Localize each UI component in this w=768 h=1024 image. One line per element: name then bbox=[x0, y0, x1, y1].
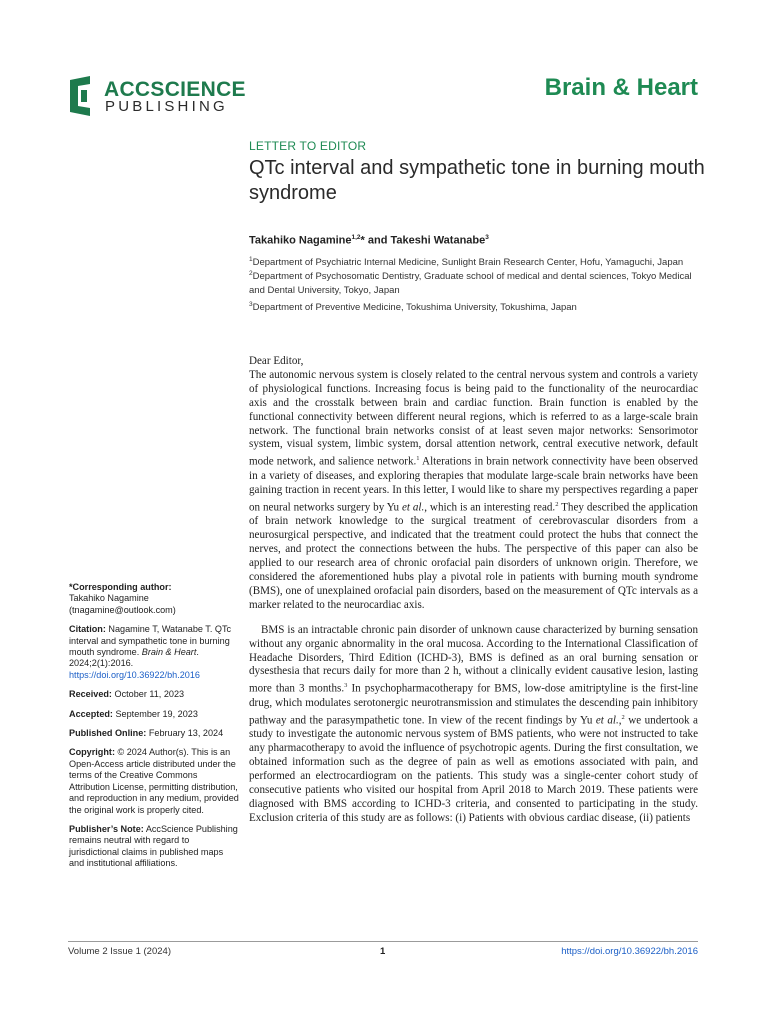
body-paragraph bbox=[249, 624, 698, 826]
copyright-block bbox=[69, 747, 239, 815]
accscience-logo-icon bbox=[68, 76, 96, 116]
affil-number: 3 bbox=[249, 301, 253, 308]
footer-doi-link[interactable]: https://doi.org/10.36922/bh.2016 bbox=[561, 946, 698, 957]
article-title: QTc interval and sympathetic tone in burning mouth syndrome bbox=[249, 157, 705, 204]
publisher-note-text: AccScience Publishing remains neutral with regard to jurisdictional claims in published maps and institutional affiliations. bbox=[69, 823, 238, 869]
affiliation bbox=[249, 267, 709, 298]
citation-ref[interactable]: 2 bbox=[555, 500, 559, 508]
body-text: , which is an interesting read. bbox=[424, 501, 556, 514]
affil-text: Department of Psychiatric Internal Medicine, Sunlight Brain Research Center, Hofu, Yamaguchi, Japan bbox=[252, 257, 684, 269]
citation-ref[interactable]: 2 bbox=[621, 713, 625, 721]
citation-label: Citation: bbox=[69, 624, 106, 635]
page-number: 1 bbox=[380, 946, 386, 957]
body-text: , bbox=[618, 714, 622, 727]
affil-text: Department of Psychosomatic Dentistry, Graduate school of medical and dental sciences, Tokyo Medical and Dental University, Tokyo, Japan bbox=[249, 271, 692, 297]
footer-volume: Volume 2 Issue 1 (2024) bbox=[68, 946, 171, 957]
body-text: In psychopharmacotherapy for BMS, low-dose amitriptyline is the first-line drug, which modulates serotonergic neurotransmission and stimulates the descending pain inhibitory pathway and the parasympathetic tone. In view of the recent findings by Yu bbox=[249, 683, 698, 727]
corresponding-label: *Corresponding author: bbox=[69, 582, 172, 592]
copyright-label: Copyright: bbox=[69, 747, 115, 758]
accepted-date bbox=[69, 709, 239, 720]
body-paragraph bbox=[249, 369, 698, 613]
affil-number: 1 bbox=[249, 256, 253, 263]
citation-journal: Brain & Heart bbox=[141, 647, 197, 658]
affiliation bbox=[249, 298, 709, 315]
et-al: et al. bbox=[595, 714, 619, 727]
received-date bbox=[69, 689, 239, 700]
affil-text: Department of Preventive Medicine, Tokushima University, Tokushima, Japan bbox=[252, 302, 577, 314]
body-text: They described the application of brain network knowledge to the surgical treatment of cerebrovascular disorders from a neurosurgical perspective, and indicated that the treatment could protect the hubs that connect the nerves, and protect the connections between the hubs. The perspective of this paper can also be applied to our research area of chronic orofacial pain disorders of unknown origin. Therefore, we considered the aforementioned hubs play a pivotal role in patients with burning mouth syndrome (BMS), one of unexplained orofacial pain disorders, based on the measurement of QTc intervals as a marker related to the neurocardiac axis. bbox=[249, 501, 698, 611]
author-affil-sup: 1,2 bbox=[351, 234, 361, 241]
corresponding-name: Takahiko Nagamine bbox=[69, 593, 149, 604]
citation-ref[interactable]: 3 bbox=[344, 682, 348, 690]
citation-ref[interactable]: 1 bbox=[416, 455, 420, 463]
article-info-sidebar bbox=[69, 582, 239, 878]
salutation: Dear Editor, bbox=[249, 355, 304, 367]
published-date bbox=[69, 728, 239, 739]
published-value: February 13, 2024 bbox=[146, 728, 224, 739]
publisher-name-top: ACCSCIENCE bbox=[104, 78, 246, 101]
article-body bbox=[249, 355, 698, 826]
body-text: we undertook a study to investigate the autonomic nervous system of BMS patients, who were not instructed to take any pharmacotherapy to avoid the influence of psychotropic agents. During the first consultation, we obtained information such as the degree of pain as well as emotions associated with pain, and performed an electrocardiogram on the patients. This study was a single-center cohort study of consecutive patients who visited our hospital from April 2018 to March 2019. These patients were diagnosed with BMS according to ICHD-3 criteria, and consented to participating in the study. Exclusion criteria of this study are as follows: (i) Patients with obvious cardiac disease, (ii) patients bbox=[249, 714, 698, 824]
publisher-name-bottom: PUBLISHING bbox=[105, 98, 228, 115]
citation-block bbox=[69, 624, 239, 681]
received-label: Received: bbox=[69, 689, 112, 700]
author-affil-sup: 3 bbox=[485, 234, 489, 241]
citation-text: Nagamine T, Watanabe T. QTc interval and sympathetic tone in burning mouth syndrome. bbox=[69, 624, 232, 658]
body-text: The autonomic nervous system is closely related to the central nervous system and controls a variety of physiological functions. Increasing focus is being paid to the functionality of the neurocardiac axis and the crosstalk between brain and cardiac function. Brain function is enabled by the functional connectivity between different neural regions, which is referred to as a large-scale brain network. The functional brain networks consist of at least seven major networks: Sensorimotor system, visual system, limbic system, dorsal attention network, central executive network, default mode network, and salience network. bbox=[249, 368, 698, 469]
author-list bbox=[249, 234, 489, 247]
author-name: Takeshi Watanabe bbox=[390, 234, 486, 247]
body-text: BMS is an intractable chronic pain disorder of unknown cause characterized by burning sensation without any organic abnormality in the oral mucosa. According to the International Classification of Headache Disorders, Third Edition (ICHD-3), BMS is defined as an oral burning sensation or dysesthesia that recurs daily for more than 2 h, without a clinically evident causative lesion, lasting more than 3 months. bbox=[249, 623, 698, 695]
et-al: et al. bbox=[401, 501, 425, 514]
author-name: Takahiko Nagamine bbox=[249, 234, 352, 247]
accepted-value: September 19, 2023 bbox=[112, 708, 198, 719]
copyright-text: © 2024 Author(s). This is an Open-Access article distributed under the terms of the Creative Commons Attribution License, permitting distribution, and reproduction in any medium, provided the original work is properly cited. bbox=[69, 747, 239, 815]
footer-divider bbox=[68, 941, 698, 942]
article-type: LETTER TO EDITOR bbox=[249, 139, 367, 153]
publisher-note bbox=[69, 824, 239, 870]
author-separator: * and bbox=[360, 234, 391, 247]
corresponding-email[interactable]: (tnagamine@outlook.com) bbox=[69, 604, 176, 615]
publisher-note-label: Publisher’s Note: bbox=[69, 823, 144, 834]
affil-number: 2 bbox=[249, 270, 253, 277]
accepted-label: Accepted: bbox=[69, 708, 113, 719]
journal-title: Brain & Heart bbox=[544, 74, 698, 101]
citation-volume: . 2024;2(1):2016. bbox=[69, 647, 199, 669]
citation-doi-link[interactable]: https://doi.org/10.36922/bh.2016 bbox=[69, 669, 200, 680]
received-value: October 11, 2023 bbox=[111, 689, 185, 700]
body-text: Alterations in brain network connectivity have been observed in a variety of diseases, and exploring therapies that modulate large-scale brain networks have been gaining traction in recent years. In this letter, I would like to share my perspectives regarding a paper on neural networks surgery by Yu bbox=[249, 456, 698, 514]
corresponding-author bbox=[69, 582, 239, 616]
published-label: Published Online: bbox=[69, 728, 147, 739]
publisher-logo bbox=[68, 76, 246, 118]
